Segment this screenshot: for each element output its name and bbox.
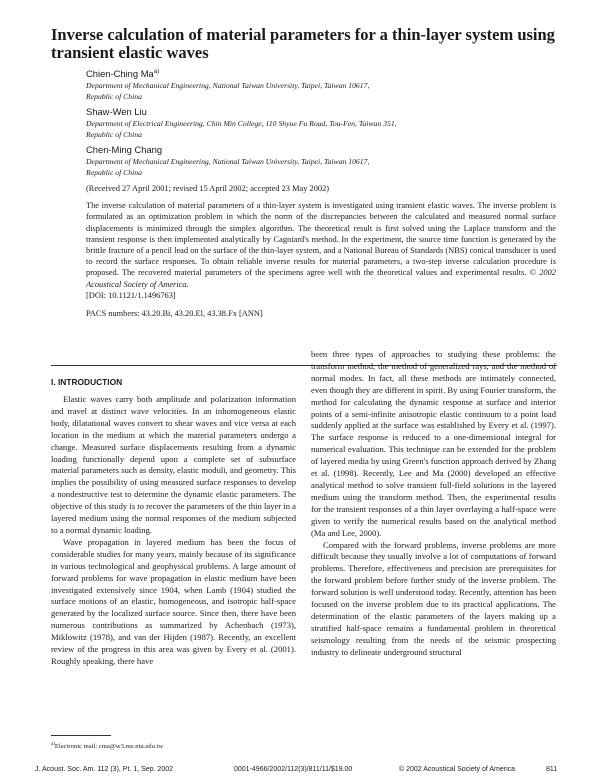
- footnote-marker: a): [153, 69, 160, 75]
- paper-title: Inverse calculation of material parameters for a thin-layer system using transient elastic waves: [51, 25, 555, 62]
- author-name: Shaw-Wen Liu: [86, 106, 147, 118]
- author-entry: [86, 66, 556, 102]
- footnote: $^{a)}$Electronic mail: cma@w3.me.ntu.edu.tw: [51, 742, 164, 751]
- abstract: The inverse calculation of material parameters of a thin-layer system is investigated using transient elastic waves. The inverse problem is formulated as an optimization problem in which the norm of the discrepancies between the calculated and measured normal surface displacements is minimized through the simplex algorithm. The theoretical result is first solved using the Laplace transform and the transient response is then implemented analytically by Cagniard's method. In the experiment, the source time function is generated by the brittle fracture of a pencil lead on the surface of the thin-layer system, and a National Bureau of Standards (NBS) conical transducer is used to record the surface responses. To obtain reliable inverse results for material parameters, a two-step inverse calculation procedure is proposed. The recovered material parameters of the specimens agree well with the theoretical values and experimental results. © 2002 Acoustical Society of America.: [86, 201, 556, 289]
- body-paragraph: Elastic waves carry both amplitude and polarization information and travel at distinct wave velocities. In an inhomogeneous elastic body, dilatational waves convert to shear waves and vice versa at each location in the medium at which the material parameters undergo a change. Measured surface displacements resulting from a dynamic loading functionally depend upon a complete set of subsurface material parameters such as density, elastic moduli, and geometry. This implies the possibility of using measured surface responses to develop a nondestructive test to determine the dynamic elastic parameters. The objective of this study is to recover the parameters of the thin layer in a layered medium using the normal responses of the medium subjected to a normal dynamic loading.: [51, 394, 296, 535]
- footnote-divider: [51, 735, 111, 736]
- author-affiliation: Department of Mechanical Engineering, National Taiwan University, Taipei, Taiwan 10617, Republic of China: [86, 157, 370, 178]
- author-block: [86, 66, 556, 319]
- author-affiliation: Department of Electrical Engineering, Chin Min College, 110 Shyue Fu Road, Tou-Fen, Taiwan 351, Republic of China: [86, 119, 397, 140]
- doi: [DOI: 10.1121/1.1496763]: [86, 290, 176, 300]
- body-paragraph: Compared with the forward problems, inverse problems are more difficult because they usually involve a lot of computations of forward problems. Therefore, effectiveness and precision are prerequisites for the forward problem before further study of the inverse problem. The forward solution is well understood today. Recently, attention has been focused on the inverse problem due to its practical applications. The determination of the elastic parameters of the layers making up a stratified half-space remains a fundamental problem in theoretical seismology resulting from the needs of the seismic prospecting industry to delineate underground structural: [311, 539, 556, 657]
- footnote-marker: a): [51, 742, 55, 747]
- author-entry: [86, 106, 556, 140]
- left-column: [51, 376, 296, 668]
- author-entry: [86, 144, 556, 178]
- article-code: 0001-4966/2002/112(3)/811/11/$19.00: [234, 766, 353, 773]
- body-paragraph: Wave propagation in layered medium has been the focus of considerable studies for many years, mainly because of its significance in various technological and geophysical problems. A large amount of forward problems for wave propagation in elastic medium have been investigated extensively since 1904, when Lamb (1904) studied the surface motions of an elastic, homogeneous, and isotropic half-space generated by the localized surface source. Since then, there have been numerous contributions as summarized by Achenbach (1973), Miklowitz (1978), and van der Hijden (1987). Recently, an excellent review of the progress in this area was given by Every et al. (2001). Roughly speaking, there have: [51, 536, 296, 666]
- section-heading: I. INTRODUCTION: [51, 377, 123, 387]
- footer-copyright: © 2002 Acoustical Society of America: [399, 766, 516, 773]
- page-number: 811: [546, 766, 558, 773]
- right-column: [311, 349, 556, 659]
- author-affiliation: Department of Mechanical Engineering, National Taiwan University, Taipei, Taiwan 10617, Republic of China: [86, 81, 370, 102]
- received-dates: (Received 27 April 2001; revised 15 April 2002; accepted 23 May 2002): [86, 184, 330, 194]
- abstract-copyright: © 2002 Acoustical Society of America.: [86, 268, 556, 289]
- journal-citation: J. Acoust. Soc. Am. 112 (3), Pt. 1, Sep. 2002: [35, 766, 174, 773]
- author-name: Chen-Ming Chang: [86, 144, 163, 156]
- author-name: Chien-Ching Ma$^{a)}$: [86, 68, 160, 80]
- body-paragraph: been three types of approaches to studying these problems: the transform method, the method of generalized rays, and the method of normal modes. In fact, all these methods are intimately connected, even though they are different in spirit. By using Fourier transform, the method for calculating the dynamic response at surface and interior points of a semi-infinite anisotropic elastic continuum to a point load suddenly applied at the surface was established by Every et al. (1997). The surface response is reduced to a one-dimensional integral for numerical evaluation. This technique can be extended for the problem of layered media by using Green's function approach derived by Zhang et al. (1998). Recently, Lee and Ma (2000) developed an effective analytical method to solve transient full-field solutions in the layered medium using the transform method. Then, the experimental results for the transient responses of a thin layer overlaying a half-space were given to verify the numerical results based on the analytical method (Ma and Lee, 2000).: [311, 349, 556, 538]
- pacs-numbers: PACS numbers: 43.20.Bi, 43.20.El, 43.38.Fx [ANN]: [86, 308, 263, 318]
